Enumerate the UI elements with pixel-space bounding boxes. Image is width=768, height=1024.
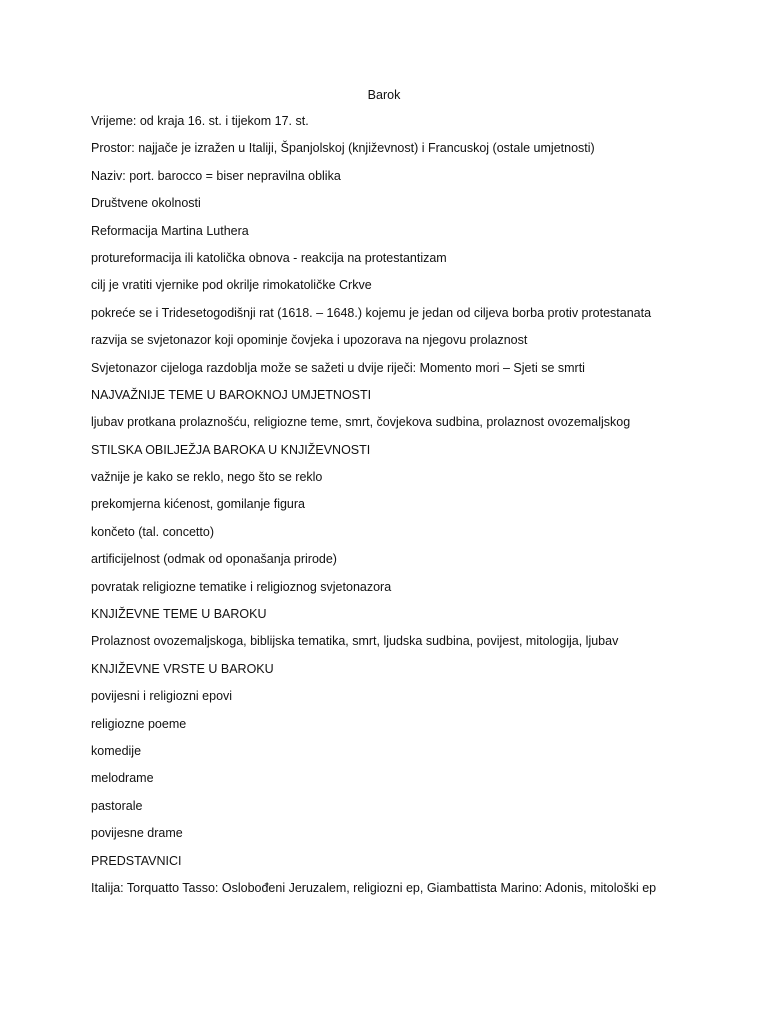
text-line-goal: cilj je vratiti vjernike pod okrilje rimokatoličke Crkve	[91, 278, 372, 293]
heading-literary-themes: KNJIŽEVNE TEME U BAROKU	[91, 607, 267, 622]
text-line-thirty-years-war: pokreće se i Tridesetogodišnji rat (1618. – 1648.) kojemu je jedan od ciljeva borba protiv protestanata	[91, 305, 652, 320]
text-line-reformation: Reformacija Martina Luthera	[91, 223, 249, 238]
text-line-ornamentation: prekomjerna kićenost, gomilanje figura	[91, 497, 305, 512]
text-line-religious-return: povratak religiozne tematike i religioznog svjetonazora	[91, 579, 392, 594]
list-item-melodramas: melodrame	[91, 771, 154, 786]
text-line-worldview-transience: razvija se svjetonazor koji opominje čovjeka i upozorava na njegovu prolaznost	[91, 333, 528, 348]
document-title: Barok	[367, 88, 401, 102]
text-line-how-said: važnije je kako se reklo, nego što se reklo	[91, 470, 323, 485]
list-item-historical-dramas: povijesne drame	[91, 826, 183, 841]
text-line-literary-themes-list: Prolaznost ovozemaljskoga, biblijska tematika, smrt, ljudska sudbina, povijest, mitologija, ljubav	[91, 634, 619, 649]
heading-stylistic-features: STILSKA OBILJEŽJA BAROKA U KNJIŽEVNOSTI	[91, 442, 371, 457]
text-line-space: Prostor: najjače je izražen u Italiji, Španjolskoj (književnost) i Francuskoj (ostale umjetnosti)	[91, 141, 595, 156]
text-line-concetto: končeto (tal. concetto)	[91, 524, 214, 539]
text-line-italy-representatives: Italija: Torquatto Tasso: Oslobođeni Jeruzalem, religiozni ep, Giambattista Marino: Adonis, mitološki ep	[91, 880, 657, 895]
heading-main-themes: NAJVAŽNIJE TEME U BAROKNOJ UMJETNOSTI	[91, 387, 372, 402]
list-item-comedies: komedije	[91, 743, 142, 758]
text-line-artificiality: artificijelnost (odmak od oponašanja prirode)	[91, 552, 337, 567]
list-item-historical-epics: povijesni i religiozni epovi	[91, 689, 233, 704]
text-line-memento-mori: Svjetonazor cijeloga razdoblja može se sažeti u dvije riječi: Momento mori – Sjeti se smrti	[91, 360, 585, 375]
list-item-religious-poems: religiozne poeme	[91, 716, 187, 731]
heading-literary-genres: KNJIŽEVNE VRSTE U BAROKU	[91, 661, 274, 676]
document-body	[91, 113, 681, 907]
list-item-pastorals: pastorale	[91, 798, 143, 813]
text-line-themes-list: ljubav protkana prolaznošću, religiozne teme, smrt, čovjekova sudbina, prolaznost ovozemaljskog	[91, 415, 631, 430]
text-line-name: Naziv: port. barocco = biser nepravilna oblika	[91, 168, 341, 183]
text-line-period: Vrijeme: od kraja 16. st. i tijekom 17. st.	[91, 114, 309, 128]
text-line-social-circumstances: Društvene okolnosti	[91, 196, 201, 211]
heading-representatives: PREDSTAVNICI	[91, 853, 182, 868]
text-line-counter-reformation: protureformacija ili katolička obnova - reakcija na protestantizam	[91, 250, 447, 265]
